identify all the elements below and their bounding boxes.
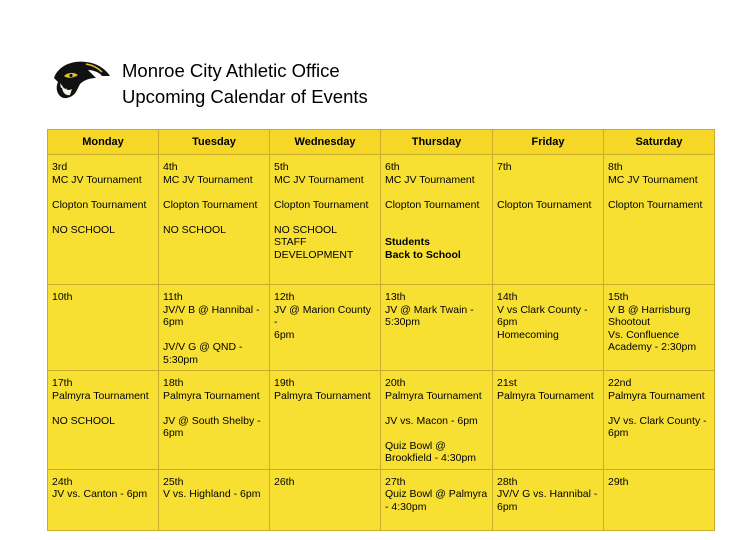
day-number: 13th xyxy=(385,291,406,303)
calendar-header-row xyxy=(48,130,715,155)
day-number: 12th xyxy=(274,291,295,303)
event-text: JV/V G @ QND - xyxy=(163,341,243,353)
day-header-saturday: Saturday xyxy=(604,130,715,155)
day-number: 10th xyxy=(52,291,73,303)
calendar-day-cell xyxy=(159,469,270,530)
calendar-day-cell xyxy=(493,469,604,530)
day-number: 21st xyxy=(497,377,517,389)
event-text: Palmyra Tournament xyxy=(274,389,371,402)
event-text: DEVELOPMENT xyxy=(274,248,354,261)
event-text: NO SCHOOL xyxy=(52,414,116,427)
calendar-day-cell xyxy=(381,469,493,530)
day-number: 18th xyxy=(163,377,184,389)
event-text: MC JV Tournament xyxy=(163,173,253,186)
calendar-day-cell xyxy=(159,285,270,371)
event-text xyxy=(385,224,488,237)
event-text: 6pm xyxy=(274,328,295,341)
day-header-wednesday: Wednesday xyxy=(270,130,381,155)
event-text xyxy=(163,329,265,342)
event-text: V vs Clark County - xyxy=(497,303,588,316)
event-text: Academy - 2:30pm xyxy=(608,341,697,353)
event-text: JV/V G vs. Hannibal - xyxy=(497,488,598,500)
day-header-tuesday: Tuesday xyxy=(159,130,270,155)
day-number: 3rd xyxy=(52,161,68,173)
calendar-day-cell xyxy=(604,155,715,285)
calendar-day-cell xyxy=(48,469,159,530)
event-text: 5:30pm xyxy=(385,316,421,328)
event-text: - 4:30pm xyxy=(385,500,427,513)
event-text: MC JV Tournament xyxy=(608,173,698,186)
event-text xyxy=(52,186,154,199)
event-text: Back to School xyxy=(385,248,461,261)
calendar-day-cell xyxy=(48,371,159,470)
page-title xyxy=(122,58,368,110)
calendar-day-cell xyxy=(381,285,493,371)
calendar-week-row xyxy=(48,285,715,371)
calendar-day-cell xyxy=(270,371,381,470)
event-text xyxy=(497,174,599,187)
event-text: 6pm xyxy=(497,500,518,513)
event-text: Clopton Tournament xyxy=(163,198,258,211)
day-number: 20th xyxy=(385,377,406,389)
event-text: JV vs. Macon - 6pm xyxy=(385,414,478,427)
calendar-day-cell xyxy=(493,285,604,371)
calendar-day-cell xyxy=(159,155,270,285)
event-text: MC JV Tournament xyxy=(52,173,142,186)
day-number: 4th xyxy=(163,161,178,173)
event-text: MC JV Tournament xyxy=(385,173,475,186)
calendar-day-cell xyxy=(493,371,604,470)
day-number: 25th xyxy=(163,475,184,488)
event-text: Palmyra Tournament xyxy=(608,389,705,402)
day-number: 5th xyxy=(274,161,289,173)
event-text: MC JV Tournament xyxy=(274,173,364,186)
calendar-week-row xyxy=(48,469,715,530)
event-text: Clopton Tournament xyxy=(274,198,369,211)
event-text xyxy=(608,402,710,415)
day-number: 11th xyxy=(163,291,183,303)
event-text: Vs. Confluence xyxy=(608,328,680,341)
day-number: 27th xyxy=(385,475,406,488)
event-text: Homecoming xyxy=(497,328,559,341)
event-text: Brookfield - 4:30pm xyxy=(385,452,477,464)
title-line-1: Monroe City Athletic Office xyxy=(122,60,340,81)
calendar-day-cell xyxy=(270,469,381,530)
event-text: Clopton Tournament xyxy=(52,198,147,211)
event-text xyxy=(163,402,265,415)
day-number: 8th xyxy=(608,161,623,173)
event-text xyxy=(52,211,154,224)
calendar-day-cell xyxy=(493,155,604,285)
event-text: NO SCHOOL xyxy=(163,223,227,236)
day-number: 7th xyxy=(497,161,512,173)
event-text xyxy=(274,211,376,224)
event-text: JV @ South Shelby - xyxy=(163,414,261,427)
event-text: NO SCHOOL xyxy=(274,223,338,236)
event-text: NO SCHOOL xyxy=(52,223,116,236)
event-text: Clopton Tournament xyxy=(385,198,480,211)
day-number: 24th xyxy=(52,475,73,488)
day-header-friday: Friday xyxy=(493,130,604,155)
event-text xyxy=(385,211,488,224)
event-text: JV vs. Clark County - xyxy=(608,414,707,427)
calendar-day-cell xyxy=(604,285,715,371)
event-text xyxy=(163,186,265,199)
calendar-day-cell xyxy=(381,155,493,285)
calendar-day-cell xyxy=(270,285,381,371)
event-text: V B @ Harrisburg xyxy=(608,303,691,316)
event-text: 6pm xyxy=(608,427,629,439)
event-text: JV @ Marion County - xyxy=(274,303,374,328)
day-number: 22nd xyxy=(608,377,632,389)
event-text xyxy=(52,402,154,415)
event-text xyxy=(608,186,710,199)
event-text: Students xyxy=(385,236,430,248)
event-text: 6pm xyxy=(497,316,518,328)
day-number: 17th xyxy=(52,377,73,389)
day-number: 28th xyxy=(497,475,518,488)
panther-head-icon xyxy=(50,56,112,102)
event-text: STAFF xyxy=(274,236,307,248)
event-text: Quiz Bowl @ xyxy=(385,439,446,452)
event-text xyxy=(385,186,488,199)
event-text: Clopton Tournament xyxy=(497,198,592,211)
day-number: 6th xyxy=(385,161,400,173)
event-text: JV @ Mark Twain - xyxy=(385,303,474,316)
event-text: Palmyra Tournament xyxy=(163,389,260,402)
event-text: Palmyra Tournament xyxy=(497,389,594,402)
calendar-day-cell xyxy=(48,155,159,285)
event-text: JV vs. Canton - 6pm xyxy=(52,488,148,500)
event-text xyxy=(163,211,265,224)
event-text xyxy=(385,402,488,415)
day-number: 29th xyxy=(608,475,629,488)
events-calendar-table xyxy=(47,129,715,531)
event-text: Quiz Bowl @ Palmyra xyxy=(385,488,488,500)
event-text: Palmyra Tournament xyxy=(52,389,149,402)
event-text: V vs. Highland - 6pm xyxy=(163,488,261,500)
day-number: 19th xyxy=(274,377,295,389)
calendar-day-cell xyxy=(381,371,493,470)
title-line-2: Upcoming Calendar of Events xyxy=(122,86,368,107)
day-number: 14th xyxy=(497,291,518,303)
event-text xyxy=(497,186,599,199)
calendar-day-cell xyxy=(48,285,159,371)
event-text xyxy=(274,186,376,199)
event-text: 6pm xyxy=(163,427,184,439)
event-text: Clopton Tournament xyxy=(608,198,703,211)
calendar-week-row xyxy=(48,371,715,470)
day-number: 15th xyxy=(608,291,629,303)
event-text: Palmyra Tournament xyxy=(385,389,482,402)
day-header-thursday: Thursday xyxy=(381,130,493,155)
event-text: Shootout xyxy=(608,316,651,328)
calendar-day-cell xyxy=(159,371,270,470)
event-text: JV/V B @ Hannibal - xyxy=(163,303,260,316)
event-text: 5:30pm xyxy=(163,353,199,366)
calendar-day-cell xyxy=(604,371,715,470)
event-text xyxy=(385,427,488,440)
day-number: 26th xyxy=(274,475,295,488)
calendar-week-row xyxy=(48,155,715,285)
calendar-day-cell xyxy=(270,155,381,285)
event-text: 6pm xyxy=(163,316,184,328)
day-header-monday: Monday xyxy=(48,130,159,155)
calendar-day-cell xyxy=(604,469,715,530)
